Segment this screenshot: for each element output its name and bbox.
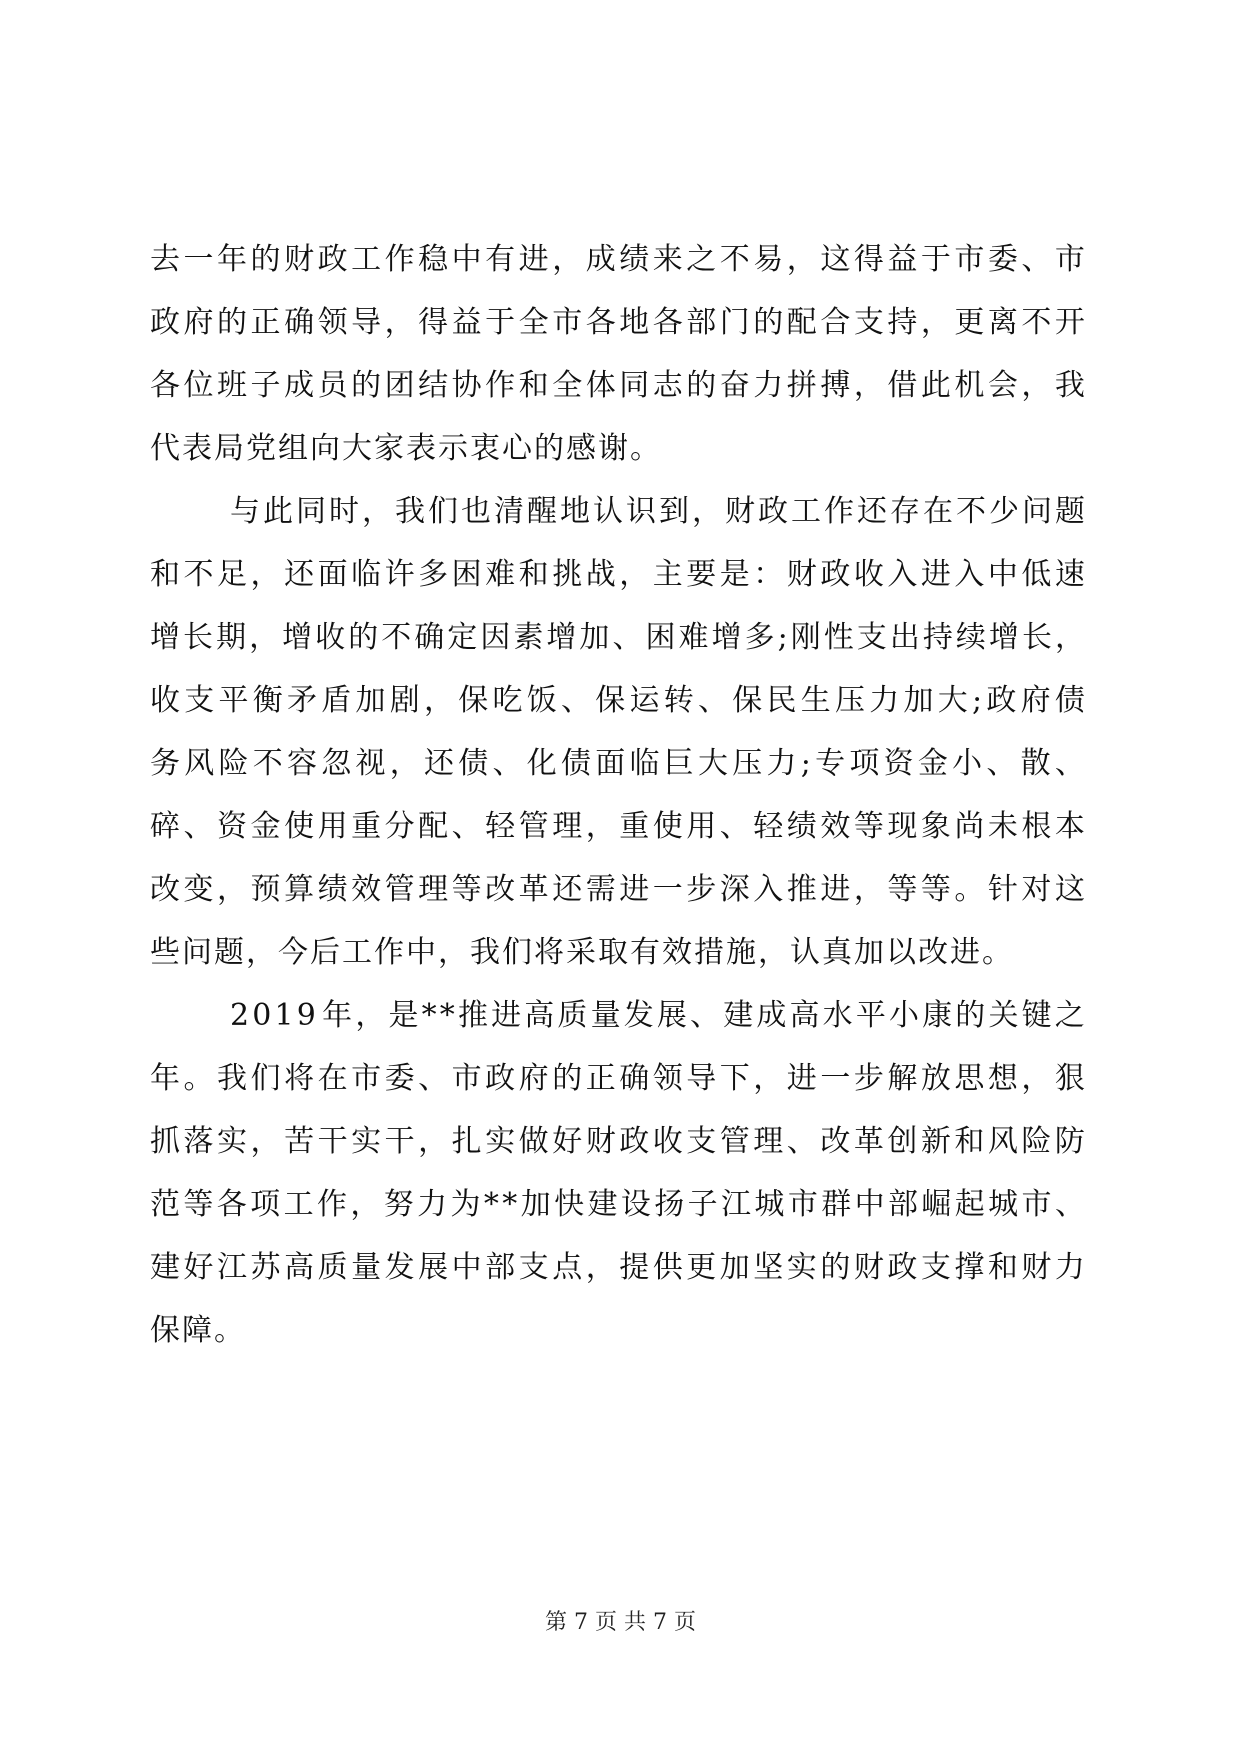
text-line: 务 风 险 不 容 忽 视 ， 还 债 、 化 债 面 临 巨 大 压 力 ; 专 项 资 金 小 、 散 、 xyxy=(150,746,1085,781)
text-line: 碎 、 资 金 使 用 重 分 配 、 轻 管 理 ， 重 使 用 、 轻 绩 效 等 现 象 尚 未 根 本 xyxy=(150,809,1085,844)
text-line: 范 等 各 项 工 作 ， 努 力 为 * * 加 快 建 设 扬 子 江 城 市 群 中 部 崛 起 城 市 、 xyxy=(150,1187,1085,1222)
text-line: 政 府 的 正 确 领 导 ， 得 益 于 全 市 各 地 各 部 门 的 配 合 支 持 ， 更 离 不 开 xyxy=(150,305,1085,340)
text-line: 改 变 ， 预 算 绩 效 管 理 等 改 革 还 需 进 一 步 深 入 推 进 ， 等 等 。 针 对 这 xyxy=(150,872,1085,907)
page-number: 第 7 页 共 7 页 xyxy=(545,1610,696,1635)
body-text xyxy=(150,228,1085,1362)
text-line: 增 长 期 ， 增 收 的 不 确 定 因 素 增 加 、 困 难 增 多 ; 刚 性 支 出 持 续 增 长 ， xyxy=(150,620,1085,655)
text-line: 收 支 平 衡 矛 盾 加 剧 ， 保 吃 饭 、 保 运 转 、 保 民 生 压 力 加 大 ; 政 府 债 xyxy=(150,683,1085,718)
text-line: 抓 落 实 ， 苦 干 实 干 ， 扎 实 做 好 财 政 收 支 管 理 、 改 革 创 新 和 风 险 防 xyxy=(150,1124,1085,1159)
text-line: 2 0 1 9 年 ， 是 * * 推 进 高 质 量 发 展 、 建 成 高 水 平 小 康 的 关 键 之 xyxy=(230,998,1085,1033)
text-line: 些问题，今后工作中，我们将采取有效措施，认真加以改进。 xyxy=(150,935,1014,970)
text-line: 年 。 我 们 将 在 市 委 、 市 政 府 的 正 确 领 导 下 ， 进 一 步 解 放 思 想 ， 狠 xyxy=(150,1061,1085,1096)
text-line: 代表局党组向大家表示衷心的感谢。 xyxy=(150,431,662,466)
text-line: 保障。 xyxy=(150,1313,246,1348)
text-line: 与 此 同 时 ， 我 们 也 清 醒 地 认 识 到 ， 财 政 工 作 还 存 在 不 少 问 题 xyxy=(230,494,1085,529)
text-line: 各 位 班 子 成 员 的 团 结 协 作 和 全 体 同 志 的 奋 力 拼 搏 ， 借 此 机 会 ， 我 xyxy=(150,368,1085,403)
page-footer xyxy=(0,1608,1241,1638)
text-line: 去 一 年 的 财 政 工 作 稳 中 有 进 ， 成 绩 来 之 不 易 ， 这 得 益 于 市 委 、 市 xyxy=(150,242,1085,277)
text-line: 建 好 江 苏 高 质 量 发 展 中 部 支 点 ， 提 供 更 加 坚 实 的 财 政 支 撑 和 财 力 xyxy=(150,1250,1085,1285)
text-line: 和 不 足 ， 还 面 临 许 多 困 难 和 挑 战 ， 主 要 是 ： 财 政 收 入 进 入 中 低 速 xyxy=(150,557,1085,592)
